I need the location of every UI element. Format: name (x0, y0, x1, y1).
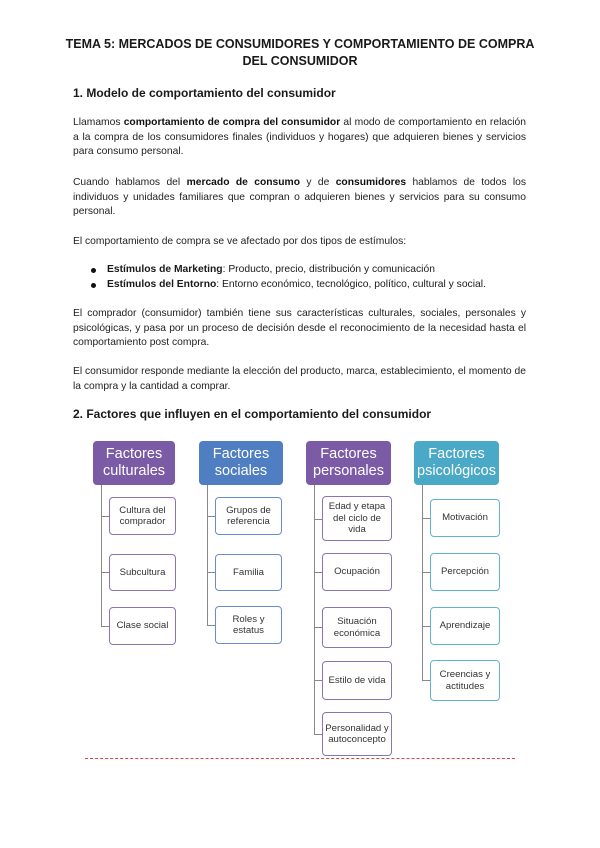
list-item: Estímulos del Entorno: Entorno económico, tecnológico, político, cultural y social. (91, 278, 531, 293)
box-personalidad: Personalidad y autoconcepto (322, 712, 392, 756)
box-aprendizaje: Aprendizaje (430, 607, 500, 645)
box-roles-estatus: Roles y estatus (215, 606, 282, 644)
box-motivacion: Motivación (430, 499, 500, 537)
paragraph-market: Cuando hablamos del mercado de consumo y de consumidores hablamos de todos los individuos y unidades familiares que compran o adquieren bienes y servicios para su consumo personal. (73, 177, 526, 217)
box-familia: Familia (215, 554, 282, 591)
box-percepcion: Percepción (430, 553, 500, 591)
page-title: TEMA 5: MERCADOS DE CONSUMIDORES Y COMPORTAMIENTO DE COMPRA DEL CONSUMIDOR (65, 37, 535, 68)
box-edad-etapa: Edad y etapa del ciclo de vida (322, 496, 392, 541)
box-estilo-vida: Estilo de vida (322, 661, 392, 700)
section-1-heading: 1. Modelo de comportamiento del consumidor (73, 86, 336, 100)
header-personales: Factores personales (306, 441, 391, 485)
box-ocupacion: Ocupación (322, 553, 392, 591)
box-cultura-comprador: Cultura del comprador (109, 497, 176, 535)
header-psicologicos: Factores psicológicos (414, 441, 499, 485)
box-situacion-economica: Situación económica (322, 607, 392, 648)
box-subcultura: Subcultura (109, 554, 176, 591)
box-clase-social: Clase social (109, 607, 176, 645)
paragraph-stimuli-intro: El comportamiento de compra se ve afectado por dos tipos de estímulos: (73, 236, 407, 247)
paragraph-definition: Llamamos comportamiento de compra del consumidor al modo de comportamiento en relación a la compra de los consumidores finales (individuos y hogares) que adquieren bienes y servicios para consumo personal. (73, 117, 526, 157)
header-sociales: Factores sociales (199, 441, 283, 485)
section-2-heading: 2. Factores que influyen en el comportamiento del consumidor (73, 407, 432, 421)
paragraph-buyer: El comprador (consumidor) también tiene sus características culturales, sociales, personales y psicológicas, y pasa por un proceso de decisión desde el reconocimiento de la necesidad hasta el comportamiento post compra. (73, 308, 526, 348)
header-culturales: Factores culturales (93, 441, 175, 485)
page-divider (85, 758, 515, 759)
list-item: Estímulos de Marketing: Producto, precio, distribución y comunicación (91, 263, 531, 278)
box-creencias-actitudes: Creencias y actitudes (430, 660, 500, 701)
box-grupos-referencia: Grupos de referencia (215, 497, 282, 535)
paragraph-response: El consumidor responde mediante la elección del producto, marca, establecimiento, el momento de la compra y la cantidad a comprar. (73, 366, 526, 392)
